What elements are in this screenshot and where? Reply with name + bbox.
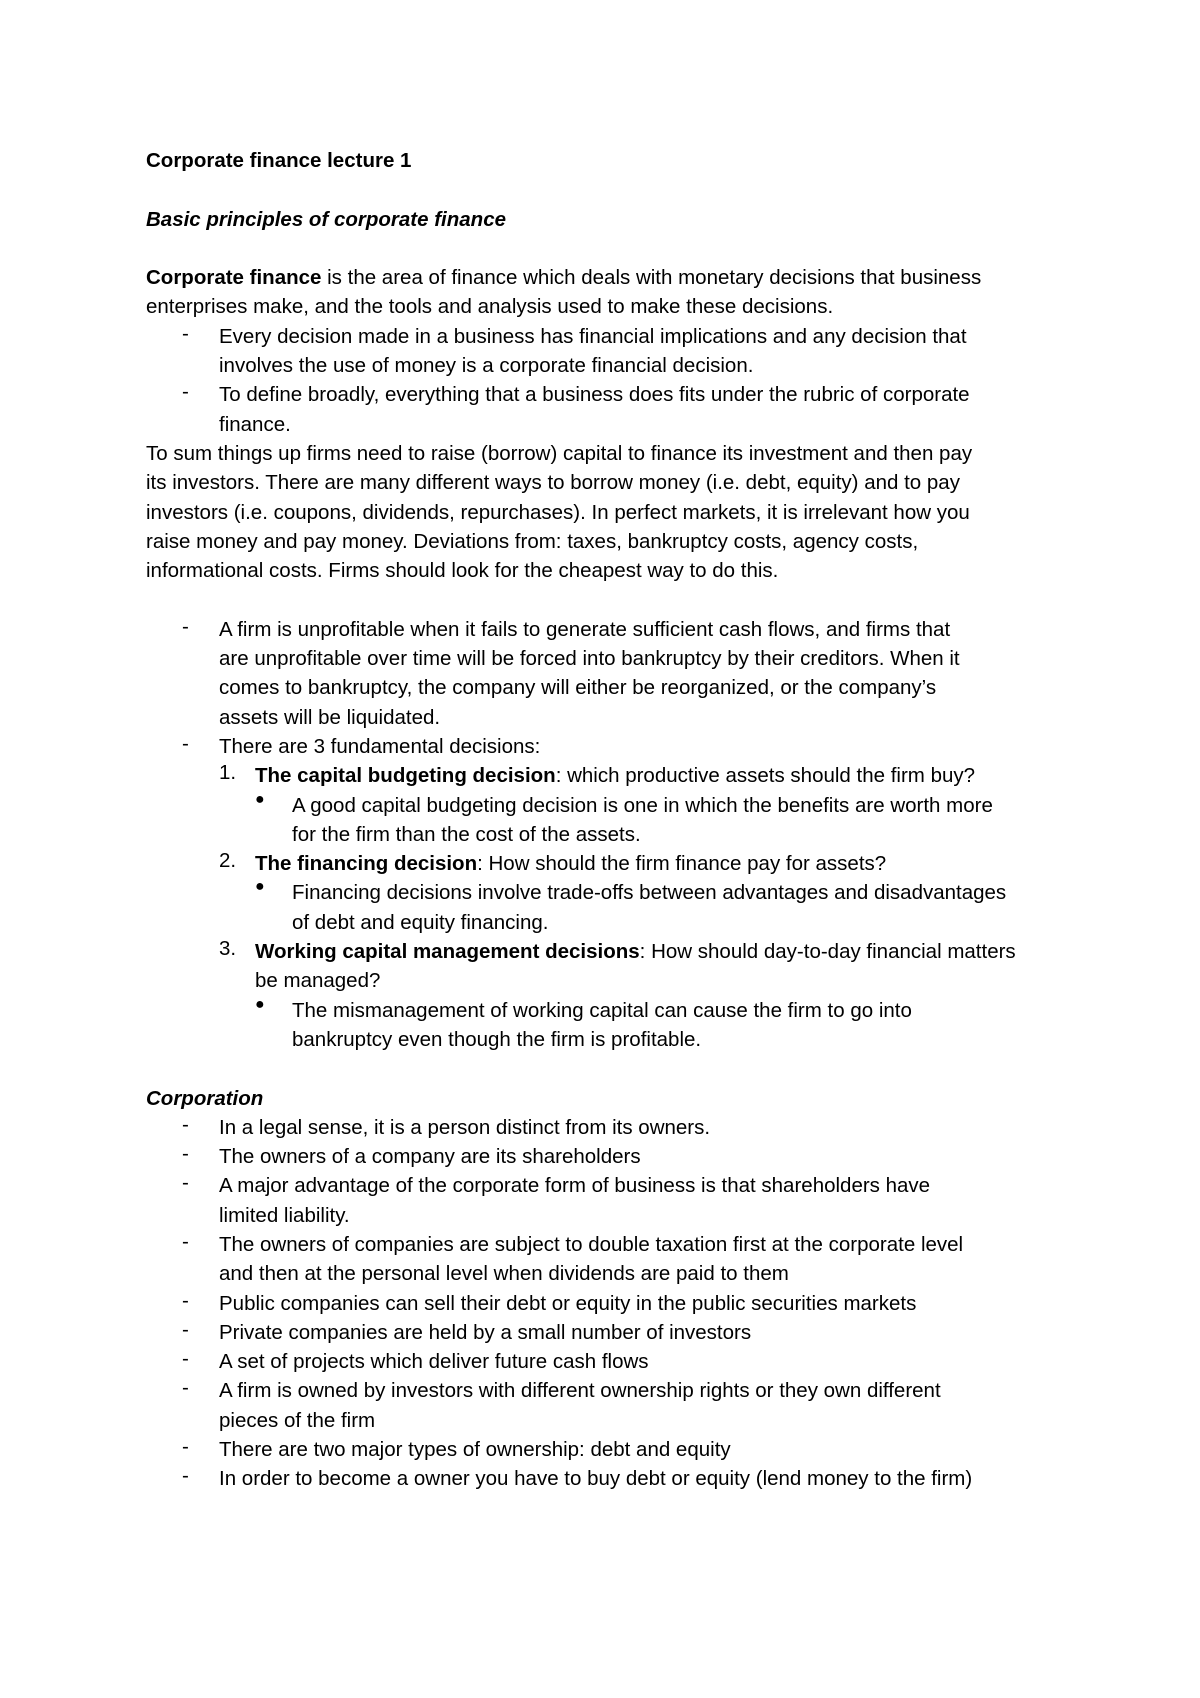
decisions-list <box>146 761 1086 1054</box>
list-item: - There are 3 fundamental decisions: <box>182 731 541 758</box>
list-item <box>146 322 1086 381</box>
document-title: Corporate finance lecture 1 <box>146 149 412 172</box>
list-item-text: A firm is owned by investors with different ownership rights or they own different <box>219 1379 941 1403</box>
profitability-bullet <box>146 615 1086 732</box>
decision-number: 2. <box>219 849 237 873</box>
decision-number: 1. <box>219 761 237 785</box>
dash-marker: - <box>182 1229 189 1253</box>
list-item-text: The owners of companies are subject to double taxation first at the corporate level <box>219 1232 964 1256</box>
list-item-text: The owners of a company are its shareholders <box>219 1145 641 1169</box>
list-item-text: There are two major types of ownership: debt and equity <box>219 1438 731 1462</box>
list-item-text: A set of projects which deliver future cash flows <box>219 1350 649 1374</box>
dash-marker: - <box>182 321 189 345</box>
list-item-text: In a legal sense, it is a person distinct from its owners. <box>219 1115 711 1139</box>
decision-text <box>146 937 1086 966</box>
list-item-text: involves the use of money is a corporate financial decision. <box>219 354 754 378</box>
dash-marker: - <box>182 1376 189 1400</box>
list-item-text: A major advantage of the corporate form of business is that shareholders have <box>219 1174 931 1198</box>
list-item-text: comes to bankruptcy, the company will either be reorganized, or the company’s <box>219 676 937 700</box>
dash-marker: - <box>182 614 189 638</box>
list-item-text: In order to become a owner you have to buy debt or equity (lend money to the firm) <box>219 1467 973 1491</box>
decision-text-cont: be managed? <box>255 969 381 993</box>
list-item <box>146 1171 1086 1230</box>
decision-item <box>146 937 1086 996</box>
list-item <box>146 1435 1086 1464</box>
intro-line: Corporate finance is the area of finance which deals with monetary decisions that business <box>146 266 982 290</box>
summary-line: its investors. There are many different ways to borrow money (i.e. debt, equity) and to pay <box>146 471 960 495</box>
decision-subbullet <box>146 996 1086 1055</box>
list-item-text: finance. <box>219 412 291 436</box>
subbullet-text: for the firm than the cost of the assets. <box>292 822 641 846</box>
summary-paragraph <box>146 439 1086 585</box>
decision-name: The capital budgeting decision <box>255 764 556 788</box>
list-item <box>146 380 1086 439</box>
decision-question: : which productive assets should the firm buy? <box>555 764 976 788</box>
dash-marker: - <box>182 1142 189 1166</box>
subbullet-text: of debt and equity financing. <box>292 910 549 934</box>
summary-line: investors (i.e. coupons, dividends, repurchases). In perfect markets, it is irrelevant how you <box>146 500 970 524</box>
list-item <box>146 1318 1086 1347</box>
dash-marker: - <box>182 1435 189 1459</box>
dash-marker: - <box>182 1347 189 1371</box>
decision-name: The financing decision <box>255 852 478 876</box>
decision-text <box>146 849 1086 878</box>
list-item <box>146 1142 1086 1171</box>
decision-subbullet <box>146 791 1086 850</box>
list-item <box>146 1376 1086 1435</box>
decision-name: Working capital management decisions <box>255 940 640 964</box>
section-heading: Basic principles of corporate finance <box>146 207 506 231</box>
list-item <box>146 1347 1086 1376</box>
list-item-text: Private companies are held by a small number of investors <box>219 1320 752 1344</box>
defined-term: Corporate finance <box>146 266 322 290</box>
summary-line: raise money and pay money. Deviations from: taxes, bankruptcy costs, agency costs, <box>146 529 919 553</box>
decision-item <box>146 849 1086 878</box>
bullet-marker: ● <box>255 790 265 808</box>
list-item-text: limited liability. <box>219 1203 350 1227</box>
list-item <box>146 1113 1086 1142</box>
decision-item <box>146 761 1086 790</box>
corporation-list <box>146 1113 1086 1494</box>
list-item-text: To define broadly, everything that a business does fits under the rubric of corporate <box>219 383 970 407</box>
dash-marker: - <box>182 1464 189 1488</box>
bullet-marker: ● <box>255 995 265 1013</box>
dash-marker: - <box>182 380 189 404</box>
dash-marker: - <box>182 1288 189 1312</box>
list-item-text: Public companies can sell their debt or equity in the public securities markets <box>219 1291 917 1315</box>
dash-marker: - <box>182 1171 189 1195</box>
summary-line: informational costs. Firms should look for the cheapest way to do this. <box>146 559 779 583</box>
decision-text <box>146 761 1086 790</box>
subbullet-text: The mismanagement of working capital can cause the firm to go into <box>292 998 912 1022</box>
intro-line: enterprises make, and the tools and analysis used to make these decisions. <box>146 295 834 319</box>
decision-subbullet <box>146 878 1086 937</box>
summary-line: To sum things up firms need to raise (borrow) capital to finance its investment and then pay <box>146 441 973 465</box>
dash-marker: - <box>182 1317 189 1341</box>
list-item-text: pieces of the firm <box>219 1408 376 1432</box>
list-item-text: A firm is unprofitable when it fails to generate sufficient cash flows, and firms that <box>219 617 951 641</box>
document-page <box>146 146 1086 1494</box>
decision-number: 3. <box>219 937 237 961</box>
list-item-text: and then at the personal level when dividends are paid to them <box>219 1262 789 1286</box>
list-item-text: are unprofitable over time will be forced into bankruptcy by their creditors. When it <box>219 647 960 671</box>
section-heading-corporation: Corporation <box>146 1086 264 1110</box>
list-item <box>146 1464 1086 1493</box>
subbullet-text: bankruptcy even though the firm is profitable. <box>292 1027 702 1051</box>
intro-bullet-list <box>146 322 1086 439</box>
dash-marker: - <box>182 731 189 755</box>
list-item <box>146 1230 1086 1289</box>
list-item-text: Every decision made in a business has financial implications and any decision that <box>219 324 967 348</box>
bullet-marker: ● <box>255 878 265 896</box>
dash-marker: - <box>182 1112 189 1136</box>
subbullet-text: Financing decisions involve trade-offs between advantages and disadvantages <box>292 881 1007 905</box>
list-item-text: assets will be liquidated. <box>219 705 441 729</box>
list-item <box>146 615 1086 732</box>
list-item <box>146 1289 1086 1318</box>
decision-question: : How should day-to-day financial matters <box>639 940 1016 964</box>
subbullet-text: A good capital budgeting decision is one in which the benefits are worth more <box>292 793 993 817</box>
decision-question: : How should the firm finance pay for assets? <box>477 852 887 876</box>
